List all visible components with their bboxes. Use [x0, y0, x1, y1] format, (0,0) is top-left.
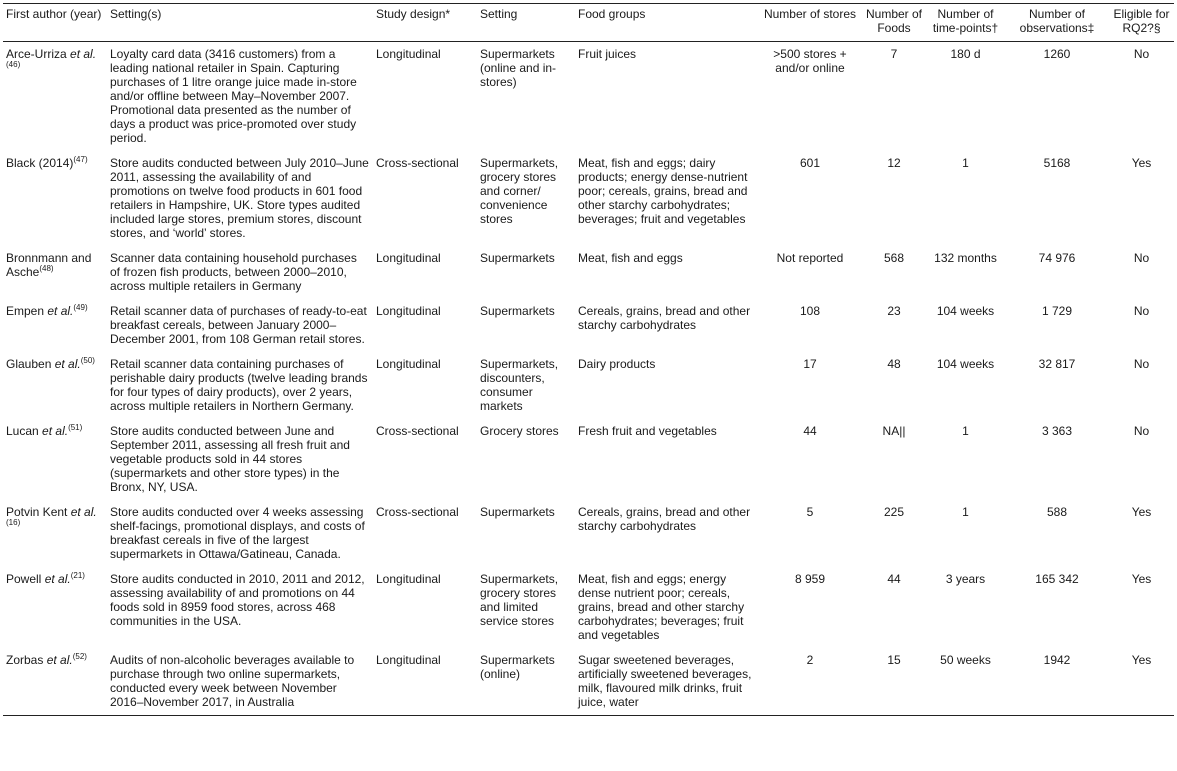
study-design-cell: Cross-sectional: [376, 424, 459, 438]
eligible-cell: No: [1133, 47, 1150, 61]
food-groups-cell: Cereals, grains, bread and other starchy carbohydrates: [578, 304, 751, 332]
settings-cell: Store audits conducted over 4 weeks assessing shelf-facings, promotional displays, and costs of breakfast cereals in five of the largest supermarkets in Ottawa/Gatineau, Canada.: [110, 505, 365, 561]
observations-cell: 165 342: [1035, 572, 1079, 586]
foods-cell: 44: [887, 572, 901, 586]
header-number-of-timepoints: Number of time-points†: [932, 7, 999, 35]
food-groups-cell: Dairy products: [578, 357, 656, 371]
author-et-al: et al.: [46, 653, 73, 667]
author-name: Zorbas: [6, 653, 44, 667]
foods-cell: 12: [887, 156, 901, 170]
author-cell: [3, 42, 107, 152]
timepoints-cell: 1: [962, 424, 969, 438]
stores-cell: 5: [806, 505, 814, 519]
timepoints-cell: 104 weeks: [936, 357, 995, 371]
stores-cell: 601: [799, 156, 821, 170]
reference-number: (49): [73, 303, 88, 312]
study-design-cell: Longitudinal: [376, 47, 441, 61]
author-name: Bronnmann and Asche: [6, 251, 92, 279]
timepoints-cell: 1: [962, 505, 969, 519]
author-et-al: et al.: [47, 304, 74, 318]
reference-number: (46): [6, 60, 21, 69]
table-row: [3, 500, 1174, 567]
setting-cell: Supermarkets: [480, 251, 555, 265]
table-row: [3, 151, 1174, 246]
studies-table: [3, 3, 1174, 716]
table-row: [3, 419, 1174, 500]
settings-cell: Store audits conducted between July 2010–June 2011, assessing the availability of and promotions on twelve food products in 601 food retailers in Hampshire, UK. Store types audited included large stores, premium stores, discount stores, and ‘world’ stores.: [110, 156, 369, 240]
author-cell: [3, 151, 107, 246]
header-setting: Setting: [480, 7, 518, 21]
timepoints-cell: 50 weeks: [940, 653, 991, 667]
table-row: [3, 567, 1174, 648]
food-groups-cell: Meat, fish and eggs; energy dense nutrient poor; cereals, grains, bread and other starchy carbohydrates; beverages; fruit and vegetables: [578, 572, 745, 642]
stores-cell: 8 959: [794, 572, 826, 586]
setting-cell: Supermarkets, grocery stores and limited service stores: [480, 572, 559, 628]
observations-cell: 588: [1046, 505, 1068, 519]
header-author: First author (year): [6, 7, 102, 21]
table-row: [3, 42, 1174, 152]
eligible-cell: No: [1133, 357, 1150, 371]
foods-cell: 568: [883, 251, 905, 265]
author-name: Empen: [6, 304, 45, 318]
foods-cell: 7: [890, 47, 898, 61]
food-groups-cell: Meat, fish and eggs: [578, 251, 683, 265]
header-row: [3, 4, 1174, 42]
study-design-cell: Longitudinal: [376, 357, 441, 371]
study-design-cell: Longitudinal: [376, 653, 441, 667]
stores-cell: 2: [806, 653, 814, 667]
foods-cell: 48: [887, 357, 901, 371]
author-name: Glauben: [6, 357, 52, 371]
study-design-cell: Longitudinal: [376, 304, 441, 318]
stores-cell: 17: [803, 357, 817, 371]
settings-cell: Audits of non-alcoholic beverages available to purchase through two online supermarkets, conducted every week between November 2016–November 2017, in Australia: [110, 653, 355, 709]
header-food-groups: Food groups: [578, 7, 646, 21]
settings-cell: Store audits conducted in 2010, 2011 and 2012, assessing availability of and promotions on 44 foods sold in 8959 food stores, across 468 communities in the USA.: [110, 572, 365, 628]
stores-cell: 108: [799, 304, 821, 318]
reference-number: (51): [68, 423, 83, 432]
settings-cell: Retail scanner data of purchases of ready-to-eat breakfast cereals, between January 2000–December 2001, from 108 German retail stores.: [110, 304, 367, 346]
foods-cell: 225: [883, 505, 905, 519]
observations-cell: 3 363: [1041, 424, 1073, 438]
table-row: [3, 246, 1174, 299]
table-row: [3, 299, 1174, 352]
header-number-of-foods: Number of Foods: [865, 7, 923, 35]
setting-cell: Grocery stores: [480, 424, 559, 438]
observations-cell: 1260: [1043, 47, 1071, 61]
stores-cell: >500 stores + and/or online: [773, 47, 847, 75]
timepoints-cell: 104 weeks: [936, 304, 995, 318]
settings-cell: Loyalty card data (3416 customers) from a leading national retailer in Spain. Capturing purchases of 1 litre orange juice made in-store and/or offline between May–November 2007. Promotional data presented as the number of days a product was price-promoted over study period.: [110, 47, 357, 145]
author-et-al: et al.: [70, 47, 97, 61]
author-cell: [3, 352, 107, 419]
author-cell: [3, 246, 107, 299]
author-et-al: et al.: [44, 572, 71, 586]
eligible-cell: Yes: [1131, 653, 1152, 667]
reference-number: (52): [72, 652, 87, 661]
author-et-al: et al.: [42, 424, 69, 438]
eligible-cell: Yes: [1131, 505, 1152, 519]
foods-cell: NA||: [882, 424, 906, 438]
header-settings: Setting(s): [110, 7, 162, 21]
setting-cell: Supermarkets (online and in-stores): [480, 47, 557, 89]
author-cell: [3, 567, 107, 648]
author-cell: [3, 419, 107, 500]
food-groups-cell: Fruit juices: [578, 47, 637, 61]
food-groups-cell: Fresh fruit and vegetables: [578, 424, 717, 438]
eligible-cell: Yes: [1131, 156, 1152, 170]
author-cell: [3, 299, 107, 352]
setting-cell: Supermarkets, grocery stores and corner/ convenience stores: [480, 156, 559, 226]
timepoints-cell: 180 d: [950, 47, 981, 61]
table-row: [3, 648, 1174, 716]
reference-number: (48): [39, 264, 54, 273]
stores-cell: 44: [803, 424, 817, 438]
author-cell: [3, 500, 107, 567]
observations-cell: 32 817: [1038, 357, 1076, 371]
setting-cell: Supermarkets: [480, 505, 555, 519]
reference-number: (16): [6, 518, 21, 527]
eligible-cell: No: [1133, 424, 1150, 438]
author-name: Arce-Urriza: [6, 47, 67, 61]
eligible-cell: No: [1133, 304, 1150, 318]
table-body: [3, 42, 1174, 716]
timepoints-cell: 1: [962, 156, 969, 170]
author-name: Powell: [6, 572, 42, 586]
eligible-cell: Yes: [1131, 572, 1152, 586]
author-name: Potvin Kent: [6, 505, 68, 519]
food-groups-cell: Sugar sweetened beverages, artificially sweetened beverages, milk, flavoured milk drinks, fruit juice, water: [578, 653, 752, 709]
stores-cell: Not reported: [776, 251, 844, 265]
header-number-of-observations: Number of observations‡: [1019, 7, 1095, 35]
study-design-cell: Cross-sectional: [376, 505, 459, 519]
study-design-cell: Cross-sectional: [376, 156, 459, 170]
observations-cell: 5168: [1043, 156, 1071, 170]
header-eligible: Eligible for RQ2?§: [1113, 7, 1170, 35]
study-design-cell: Longitudinal: [376, 572, 441, 586]
header-study-design: Study design*: [376, 7, 451, 21]
table-row: [3, 352, 1174, 419]
author-name: Lucan: [6, 424, 39, 438]
reference-number: (50): [80, 356, 95, 365]
author-et-al: et al.: [70, 505, 97, 519]
eligible-cell: No: [1133, 251, 1150, 265]
reference-number: (47): [73, 155, 88, 164]
timepoints-cell: 3 years: [945, 572, 986, 586]
author-name: Black (2014): [6, 156, 74, 170]
timepoints-cell: 132 months: [934, 251, 997, 265]
setting-cell: Supermarkets (online): [480, 653, 555, 681]
author-cell: [3, 648, 107, 716]
author-et-al: et al.: [54, 357, 81, 371]
settings-cell: Retail scanner data containing purchases of perishable dairy products (twelve leading brands for four types of dairy products), over 2 years, across multiple retailers in Northern Germany.: [110, 357, 368, 413]
reference-number: (21): [70, 571, 85, 580]
foods-cell: 15: [887, 653, 901, 667]
settings-cell: Store audits conducted between June and September 2011, assessing all fresh fruit and vegetable products sold in 44 stores (supermarkets and other store types) in the Bronx, NY, USA.: [110, 424, 350, 494]
setting-cell: Supermarkets: [480, 304, 555, 318]
observations-cell: 1 729: [1041, 304, 1073, 318]
study-design-cell: Longitudinal: [376, 251, 441, 265]
observations-cell: 1942: [1043, 653, 1071, 667]
observations-cell: 74 976: [1038, 251, 1076, 265]
food-groups-cell: Meat, fish and eggs; dairy products; energy dense-nutrient poor; cereals, grains, bread and other starchy carbohydrates; beverages; fruit and vegetables: [578, 156, 748, 226]
settings-cell: Scanner data containing household purchases of frozen fish products, between 2000–2010, across multiple retailers in Germany: [110, 251, 357, 293]
header-number-of-stores: Number of stores: [763, 7, 857, 21]
foods-cell: 23: [887, 304, 901, 318]
setting-cell: Supermarkets, discounters, consumer markets: [480, 357, 559, 413]
food-groups-cell: Cereals, grains, bread and other starchy carbohydrates: [578, 505, 751, 533]
